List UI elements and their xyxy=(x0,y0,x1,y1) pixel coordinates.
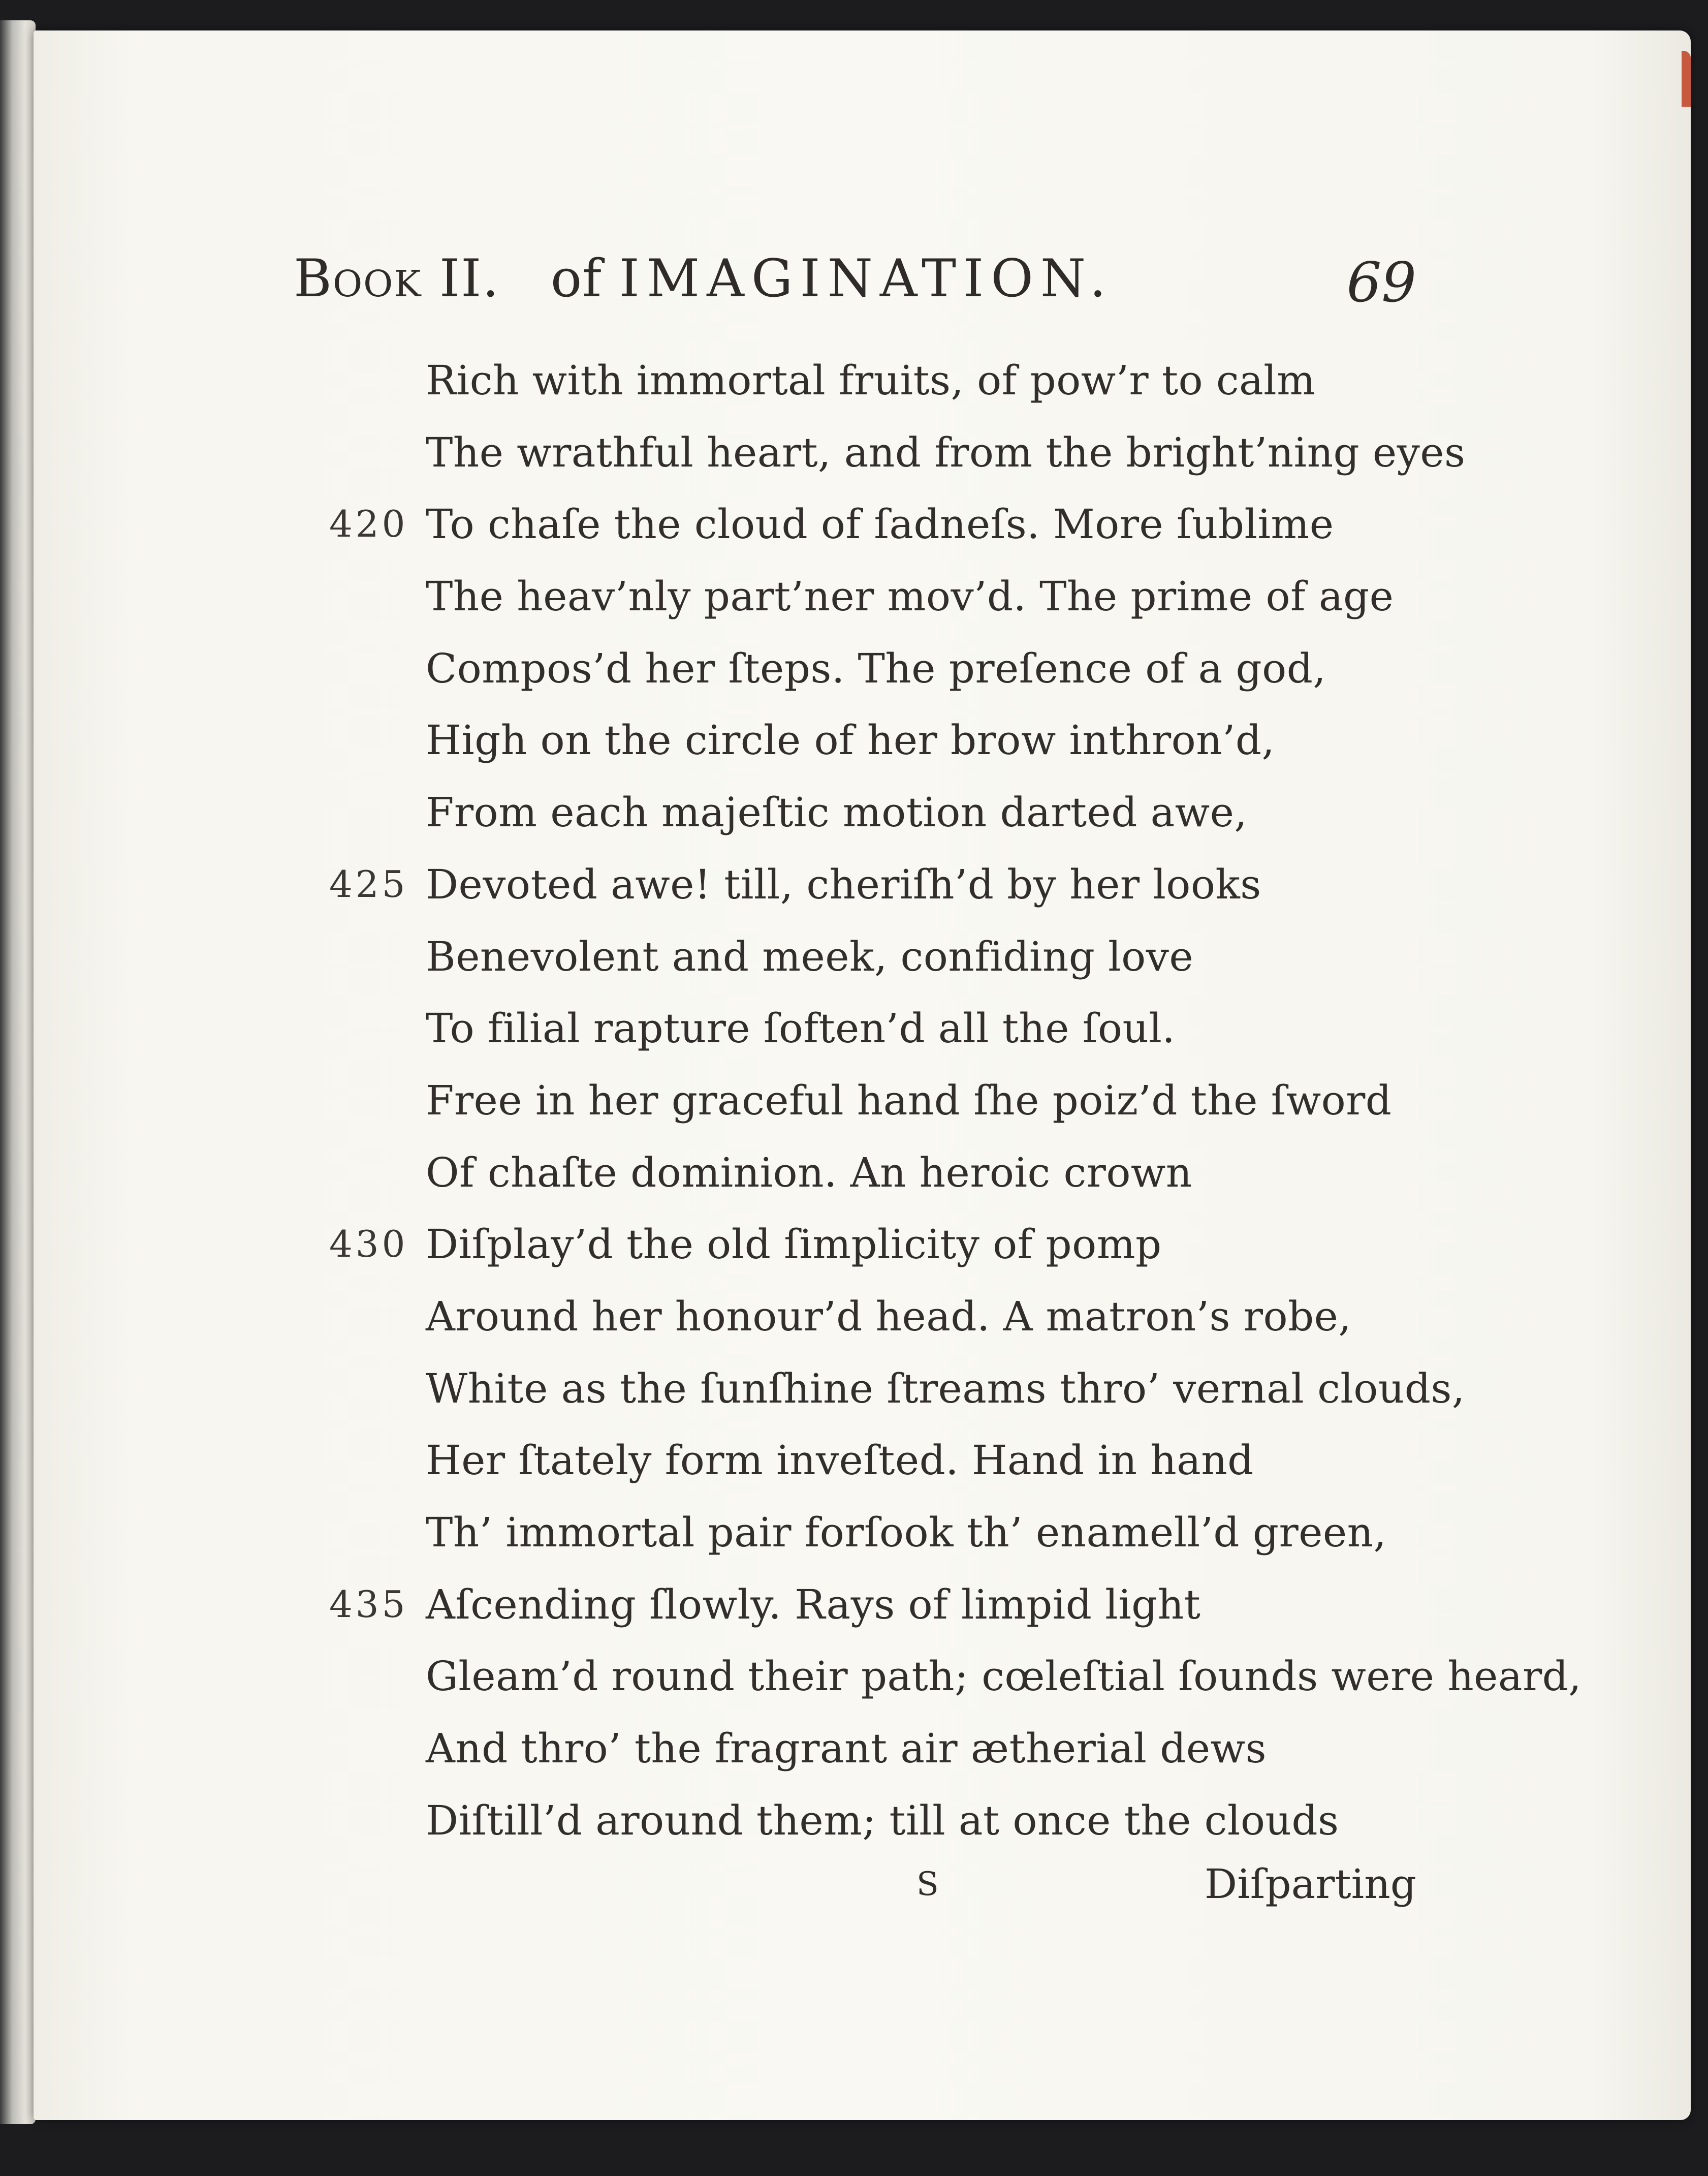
line-text: From each majeſtic motion darted awe, xyxy=(426,789,1248,836)
signature-mark: S xyxy=(916,1866,939,1903)
line-text: Diſplay’d the old ſimplicity of pomp xyxy=(426,1221,1162,1268)
line-text: The wrathful heart, and from the bright’ning eyes xyxy=(426,428,1466,476)
page-number: 69 xyxy=(1346,251,1416,315)
line-text: Devoted awe! till, cheriſh’d by her looks xyxy=(426,860,1261,908)
previous-page-edge xyxy=(0,20,36,2124)
verse-line xyxy=(294,1569,1416,1641)
running-title xyxy=(294,241,1113,317)
verse-line xyxy=(294,1785,1416,1857)
line-text: High on the circle of her brow inthron’d, xyxy=(426,717,1275,764)
verse-line xyxy=(294,1713,1416,1785)
line-number: 425 xyxy=(329,862,408,906)
line-text: Benevolent and meek, confiding love xyxy=(426,932,1194,980)
verse-line xyxy=(294,992,1416,1065)
line-number: 420 xyxy=(329,503,408,546)
line-text: Of chaſte dominion. An heroic crown xyxy=(426,1148,1192,1196)
verse-line xyxy=(294,776,1416,849)
verse-line xyxy=(294,849,1416,921)
book-label: Book II. xyxy=(294,248,500,309)
line-text: The heav’nly part’ner mov’d. The prime of age xyxy=(426,573,1394,620)
page-header xyxy=(294,241,1416,317)
line-text: White as the ſunſhine ſtreams thro’ vernal clouds, xyxy=(426,1364,1465,1412)
verse-line xyxy=(294,561,1416,633)
verse-line xyxy=(294,1065,1416,1137)
verse-line xyxy=(294,1353,1465,1425)
line-text: Gleam’d round their path; cœleſtial ſounds were heard, xyxy=(426,1653,1582,1700)
line-text: Her ſtately form inveſted. Hand in hand xyxy=(426,1437,1254,1484)
line-text: Around her honour’d head. A matron’s robe, xyxy=(426,1292,1352,1340)
verse-line xyxy=(294,1137,1416,1209)
verse-line xyxy=(294,488,1416,561)
page-corner-stain xyxy=(1682,51,1691,107)
catchword: Diſparting xyxy=(1205,1860,1416,1908)
verse-line xyxy=(294,1208,1416,1281)
line-text: To filial rapture ſoften’d all the ſoul. xyxy=(426,1005,1176,1052)
line-text: Th’ immortal pair forſook th’ enamell’d green, xyxy=(426,1509,1387,1556)
verse-line xyxy=(294,1281,1416,1353)
line-number: 435 xyxy=(329,1582,408,1626)
line-text: Free in her graceful hand ſhe poiz’d the ſword xyxy=(426,1076,1392,1124)
line-text: Diſtill’d around them; till at once the clouds xyxy=(426,1796,1339,1844)
verse-line xyxy=(294,1424,1416,1497)
verse-line xyxy=(294,1497,1416,1569)
verse-line xyxy=(294,921,1416,993)
line-text: To chaſe the cloud of ſadneſs. More ſublime xyxy=(426,501,1334,548)
verse-line xyxy=(294,633,1416,705)
line-text: Compos’d her ſteps. The preſence of a god, xyxy=(426,644,1326,692)
verse-line xyxy=(294,417,1466,489)
verse-block xyxy=(294,345,1582,1856)
page-footer xyxy=(294,1849,1416,1920)
line-text: Aſcending ſlowly. Rays of limpid light xyxy=(426,1580,1201,1628)
work-prefix: of xyxy=(550,248,603,309)
verse-line xyxy=(294,704,1416,776)
line-number: 430 xyxy=(329,1223,408,1266)
verse-line xyxy=(294,345,1416,417)
verse-line xyxy=(294,1640,1582,1713)
work-title: IMAGINATION. xyxy=(619,248,1114,309)
line-text: And thro’ the fragrant air ætherial dews xyxy=(426,1725,1267,1773)
line-text: Rich with immortal fruits, of pow’r to calm xyxy=(426,357,1316,404)
